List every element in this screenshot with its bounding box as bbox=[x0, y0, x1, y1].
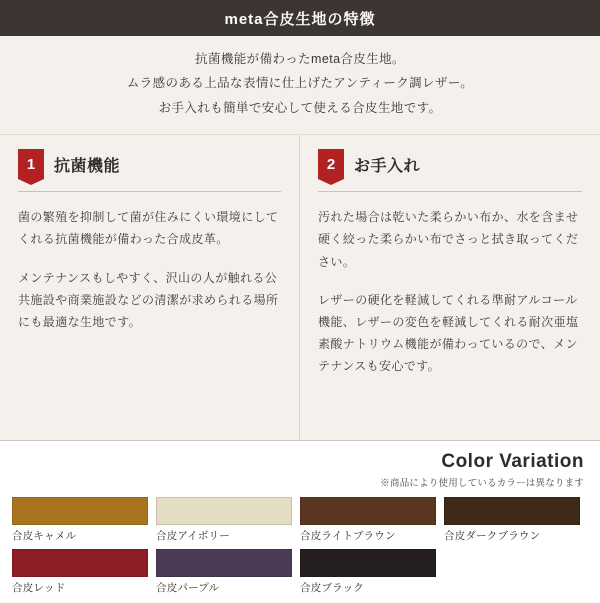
feature-column-antibacterial bbox=[0, 135, 300, 440]
swatch-label: 合皮アイボリー bbox=[156, 530, 230, 543]
swatch-item[interactable] bbox=[156, 549, 300, 595]
color-variation-section bbox=[0, 440, 600, 603]
feature-columns bbox=[0, 135, 600, 440]
swatch-item[interactable] bbox=[12, 497, 156, 543]
feature-number-badge: 2 bbox=[318, 149, 344, 179]
swatch-label: 合皮パープル bbox=[156, 582, 220, 595]
intro-line-3: お手入れも簡単で安心して使える合皮生地です。 bbox=[158, 100, 442, 115]
swatch-label: 合皮ダークブラウン bbox=[444, 530, 541, 543]
feature-title: 抗菌機能 bbox=[54, 157, 121, 175]
feature-paragraph: 汚れた場合は乾いた柔らかい布か、水を含ませ硬く絞った柔らかい布でさっと拭き取ってください。 bbox=[318, 210, 579, 269]
swatch-color bbox=[156, 497, 292, 525]
swatch-color bbox=[300, 497, 436, 525]
swatch-label: 合皮ライトブラウン bbox=[300, 530, 396, 543]
swatch-label: 合皮ブラック bbox=[300, 582, 364, 595]
feature-paragraph: レザーの硬化を軽減してくれる準耐アルコール機能、レザーの変色を軽減してくれる耐次亜塩素酸ナトリウム機能が備わっているので、メンテナンスも安心です。 bbox=[318, 292, 579, 374]
swatch-item[interactable] bbox=[156, 497, 300, 543]
swatch-grid bbox=[12, 497, 588, 601]
swatch-color bbox=[12, 549, 148, 577]
intro-line-1: 抗菌機能が備わったmeta合皮生地。 bbox=[195, 52, 405, 66]
swatch-item[interactable] bbox=[444, 497, 588, 543]
swatch-color bbox=[300, 549, 436, 577]
color-variation-title: Color Variation bbox=[441, 451, 584, 473]
feature-paragraph: 菌の繁殖を抑制して菌が住みにくい環境にしてくれる抗菌機能が備わった合成皮革。 bbox=[18, 210, 279, 247]
swatch-label: 合皮キャメル bbox=[12, 530, 77, 543]
swatch-label: 合皮レッド bbox=[12, 582, 66, 595]
swatch-item[interactable] bbox=[300, 497, 444, 543]
feature-title: お手入れ bbox=[354, 157, 421, 175]
swatch-color bbox=[12, 497, 148, 525]
page-title: meta合皮生地の特徴 bbox=[224, 10, 376, 28]
color-variation-note: ※商品により使用しているカラーは異なります bbox=[380, 478, 584, 490]
feature-heading bbox=[18, 149, 281, 179]
feature-paragraph: メンテナンスもしやすく、沢山の人が触れる公共施設や商業施設などの清潔が求められる場所にも最適な生地です。 bbox=[18, 270, 279, 329]
page-header bbox=[0, 0, 600, 36]
swatch-item[interactable] bbox=[300, 549, 444, 595]
divider bbox=[318, 191, 582, 192]
intro-line-2: ムラ感のある上品な表情に仕上げたアンティーク調レザー。 bbox=[126, 76, 474, 91]
feature-number-badge: 1 bbox=[18, 149, 44, 179]
swatch-color bbox=[156, 549, 292, 577]
swatch-color bbox=[444, 497, 580, 525]
feature-column-care bbox=[300, 135, 600, 440]
divider bbox=[18, 191, 281, 192]
color-variation-header bbox=[12, 451, 588, 489]
feature-heading bbox=[318, 149, 582, 179]
swatch-item[interactable] bbox=[12, 549, 156, 595]
intro-section bbox=[0, 36, 600, 135]
